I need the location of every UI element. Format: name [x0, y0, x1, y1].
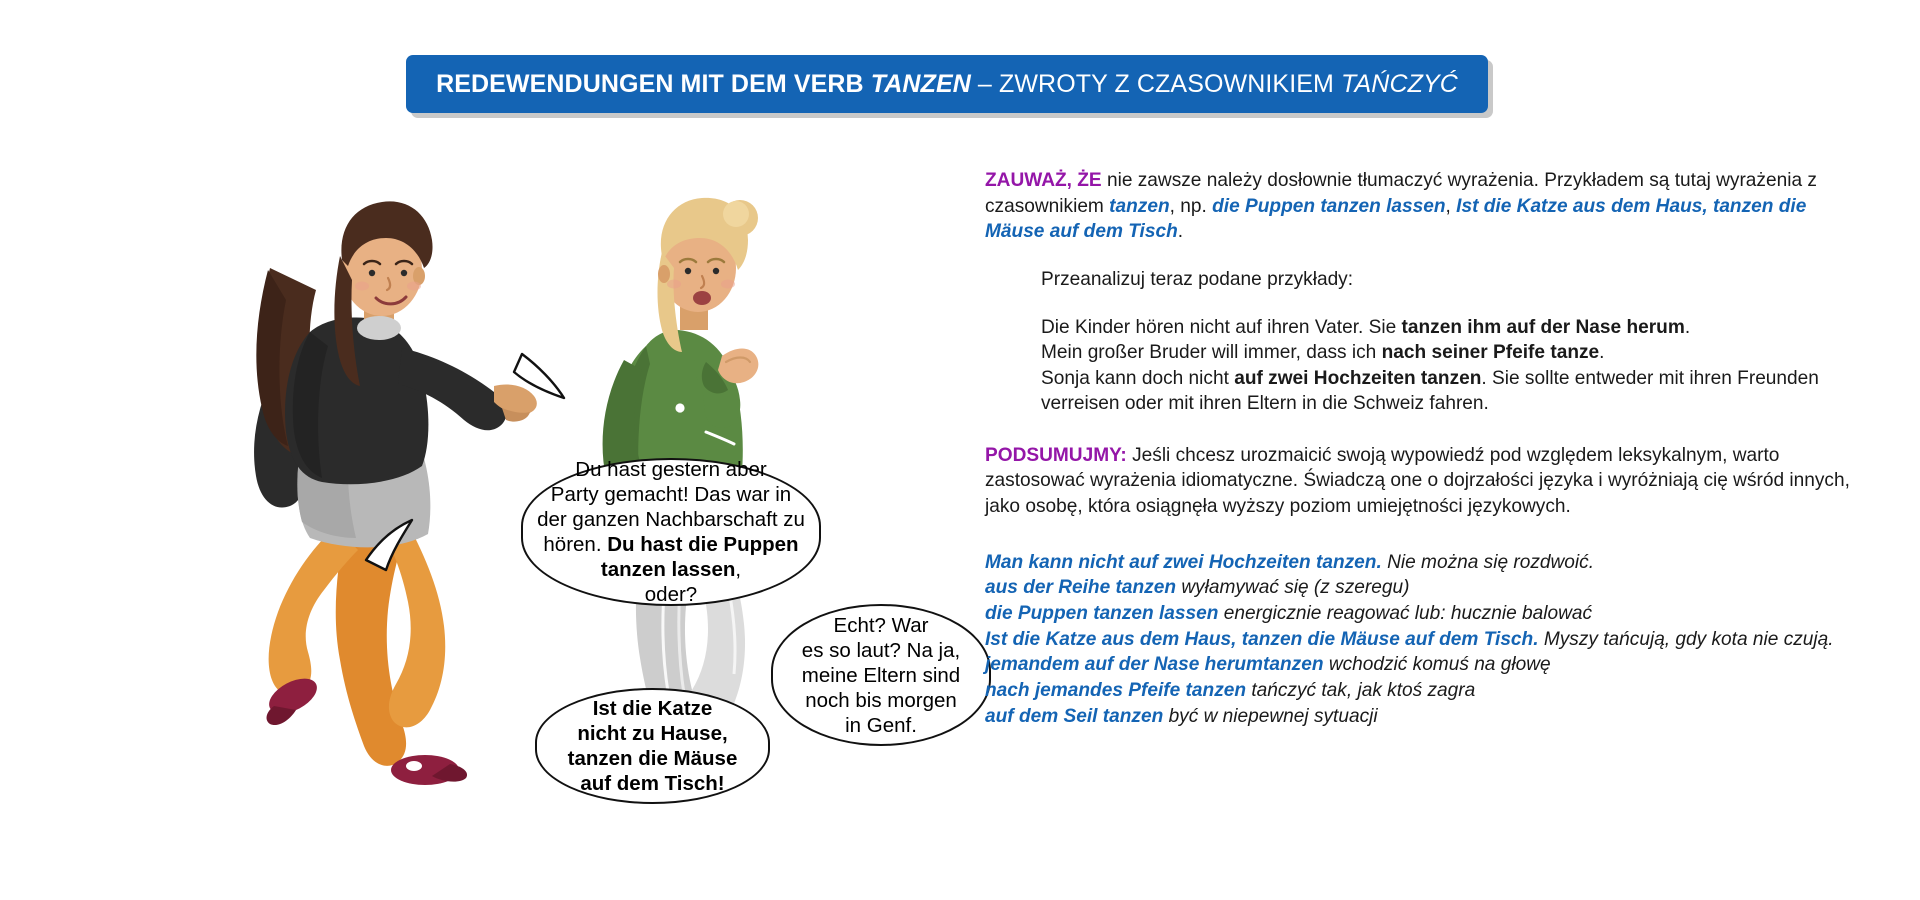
- examples-block: [1041, 267, 1865, 417]
- banner-german-verb: TANZEN: [870, 69, 971, 98]
- glossary-german-7: auf dem Seil tanzen: [985, 705, 1164, 727]
- page-title: [436, 70, 1458, 99]
- intro-idiom-1: tanzen: [1109, 195, 1170, 217]
- banner-polish-verb: TAŃCZYĆ: [1341, 69, 1458, 98]
- example-sentence-3: [1041, 366, 1865, 417]
- example-2-post: .: [1599, 342, 1605, 364]
- glossary-row: [985, 678, 1865, 704]
- summary-keyword: PODSUMUJMY:: [985, 444, 1127, 466]
- bubble-2-line-5: in Genf.: [845, 713, 917, 737]
- glossary-row: [985, 652, 1865, 678]
- speech-bubble-1-text: [527, 453, 815, 611]
- bubble-2-line-2: es so laut? Na ja,: [801, 638, 961, 662]
- bubble-3-line-2: nicht zu Hause,: [577, 722, 728, 745]
- examples-lead: Przeanalizuj teraz podane przykłady:: [1041, 269, 1354, 291]
- summary-paragraph: [985, 443, 1865, 520]
- glossary-german-2: aus der Reihe tanzen: [985, 577, 1176, 599]
- example-sentence-2: [1041, 340, 1865, 365]
- speech-bubble-left-woman-2: [535, 688, 770, 804]
- bubble-2-line-1: Echt? War: [833, 613, 929, 637]
- intro-idiom-3: Ist die Katze aus dem Haus, tanzen die Mäuse auf dem Tisch: [985, 195, 1807, 243]
- bubble-3-line-3: tanzen die Mäuse: [567, 747, 738, 770]
- banner-dash: –: [970, 69, 999, 98]
- bubble-1-line-5: ,: [735, 558, 742, 581]
- bubble-1-line-6: oder?: [644, 583, 698, 606]
- intro-text-4: .: [1177, 221, 1184, 243]
- intro-paragraph: [985, 168, 1865, 245]
- bubble-2-line-3: meine Eltern sind: [801, 663, 961, 687]
- bubble-1-line-5-bold: tanzen lassen: [600, 558, 736, 581]
- example-1-pre: Die Kinder hören nicht auf ihren Vater. Sie: [1041, 316, 1402, 338]
- glossary-row: [985, 550, 1865, 576]
- glossary-polish-4: Myszy tańcują, gdy kota nie czują.: [1543, 628, 1834, 650]
- character-woman-left: [254, 201, 537, 785]
- example-1-idiom: tanzen ihm auf der Nase herum: [1401, 316, 1685, 338]
- glossary-polish-3: energicznie reagować lub: hucznie balować: [1223, 602, 1593, 624]
- banner-body: [406, 55, 1488, 113]
- example-2-pre: Mein großer Bruder will immer, dass ich: [1041, 342, 1382, 364]
- illustration-two-women-talking: [150, 140, 970, 830]
- intro-idiom-2: die Puppen tanzen lassen: [1212, 195, 1446, 217]
- example-sentence-1: [1041, 315, 1865, 340]
- glossary-polish-1: Nie można się rozdwoić.: [1387, 551, 1595, 573]
- summary-text: Jeśli chcesz urozmaicić swoją wypowiedź pod względem leksykalnym, warto zastosować wyrażenia idiomatyczne. Świadczą one o dojrzałości języka i wyróżniają cię wśród innych, jako osobę, która osiągnęła wyższy poziom umiejętności językowych.: [985, 444, 1850, 517]
- intro-text-2: , np.: [1169, 195, 1213, 217]
- glossary-polish-6: tańczyć tak, jak ktoś zagra: [1251, 680, 1476, 701]
- banner-german-prefix: REDEWENDUNGEN MIT DEM VERB: [436, 69, 871, 98]
- intro-text-1: nie zawsze należy dosłownie tłumaczyć wyrażenia. Przykładem są tutaj wyrażenia z czasownikiem: [985, 170, 1817, 217]
- glossary-german-5: jemandem auf der Nase herumtanzen: [985, 654, 1324, 676]
- glossary-german-4: Ist die Katze aus dem Haus, tanzen die Mäuse auf dem Tisch.: [985, 628, 1539, 650]
- speech-bubble-3-text: [558, 692, 748, 800]
- bubble-1-line-4: hören.: [543, 533, 608, 556]
- bubble-1-line-3: der ganzen Nachbarschaft zu: [537, 508, 805, 531]
- speech-bubble-2-text: [792, 609, 970, 742]
- glossary-german-3: die Puppen tanzen lassen: [985, 602, 1219, 624]
- example-2-idiom: nach seiner Pfeife tanze: [1381, 342, 1600, 364]
- banner-polish-prefix: ZWROTY Z CZASOWNIKIEM: [998, 69, 1341, 98]
- shoe-front: [391, 755, 467, 785]
- glossary-german-1: Man kann nicht auf zwei Hochzeiten tanzen.: [985, 551, 1382, 573]
- glossary-row: [985, 704, 1865, 730]
- intro-keyword: ZAUWAŻ, ŻE: [985, 170, 1102, 191]
- glossary-row: [985, 575, 1865, 601]
- example-3-pre: Sonja kann doch nicht: [1041, 367, 1235, 389]
- speech-bubble-left-woman-1: [521, 458, 821, 606]
- glossary-german-6: nach jemandes Pfeife tanzen: [985, 680, 1247, 701]
- bubble-3-line-4: auf dem Tisch!: [580, 772, 725, 795]
- bubble-1-line-1: Du hast gestern aber: [575, 458, 767, 481]
- bubble-1-line-2: Party gemacht! Das war in: [550, 483, 792, 506]
- glossary-polish-2: wyłamywać się (z szeregu): [1181, 577, 1410, 599]
- example-3-post: . Sie sollte entweder mit ihren Freunden verreisen oder mit ihren Eltern in die Schweiz fahren.: [1041, 367, 1819, 415]
- glossary-row: [985, 627, 1865, 653]
- title-banner: [406, 55, 1488, 113]
- bubble-3-line-1: Ist die Katze: [592, 697, 713, 720]
- bubble-1-line-4-bold: Du hast die Puppen: [607, 533, 799, 556]
- example-3-idiom: auf zwei Hochzeiten tanzen: [1234, 367, 1482, 389]
- glossary-polish-7: być w niepewnej sytuacji: [1168, 705, 1378, 727]
- idiom-glossary: [985, 550, 1865, 730]
- speech-bubble-right-woman: [771, 604, 991, 746]
- glossary-polish-5: wchodzić komuś na głowę: [1328, 654, 1551, 676]
- glossary-row: [985, 601, 1865, 627]
- bubble-2-line-4: noch bis morgen: [805, 688, 957, 712]
- example-1-post: .: [1684, 316, 1691, 338]
- lesson-content: [985, 168, 1865, 729]
- intro-text-3: ,: [1445, 195, 1457, 217]
